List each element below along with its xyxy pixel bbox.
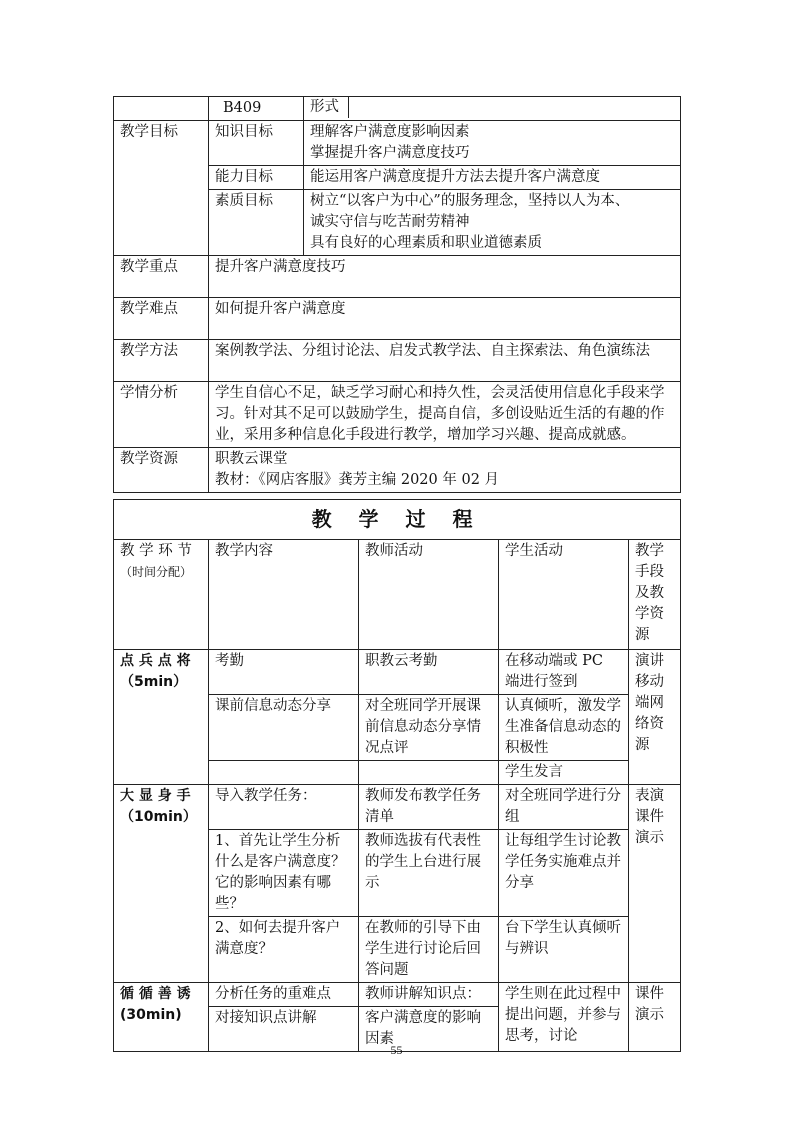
stage3-teacher: 教师讲解知识点：	[359, 983, 499, 1007]
ability-goal-value: 能运用客户满意度提升方法去提升客户满意度	[304, 166, 681, 190]
stage3-cell	[114, 983, 209, 1052]
header-content: 教学内容	[209, 540, 359, 650]
quality-line: 树立“以客户为中心”的服务理念，坚持以人为本、	[310, 193, 630, 209]
process-title: 教 学 过 程	[114, 500, 681, 540]
room-value: B409	[223, 100, 262, 116]
stage2-name: 大 显 身 手	[120, 788, 191, 804]
form-value	[349, 97, 680, 118]
knowledge-line: 理解客户满意度影响因素	[310, 124, 470, 140]
analysis-label: 学情分析	[114, 382, 209, 448]
key-point-value: 提升客户满意度技巧	[209, 256, 681, 298]
difficulty-value: 如何提升客户满意度	[209, 298, 681, 340]
ability-goal-label: 能力目标	[209, 166, 304, 190]
empty-cell	[114, 97, 209, 121]
knowledge-goal-value	[304, 121, 681, 166]
quality-goal-value	[304, 190, 681, 256]
analysis-value: 学生自信心不足，缺乏学习耐心和持久性，会灵活使用信息化手段来学习。针对其不足可以鼓励学生，提高自信，多创设贴近生活的有趣的作业，采用多种信息化手段进行教学，增加学习兴趣、提高成就感。	[209, 382, 681, 448]
stage1-teacher: 对全班同学开展课前信息动态分享情况点评	[359, 695, 499, 761]
header-stage	[114, 540, 209, 650]
methods-value: 案例教学法、分组讨论法、启发式教学法、自主探索法、角色演练法	[209, 340, 681, 382]
stage1-means: 演讲移动端网络资源	[629, 650, 681, 785]
form-cell	[304, 97, 681, 121]
stage2-student: 台下学生认真倾听与辨识	[499, 917, 629, 983]
stage2-student: 对全班同学进行分组	[499, 785, 629, 830]
stage2-time: （10min）	[120, 809, 197, 825]
stage1-time: （5min）	[120, 674, 188, 690]
resource-line: 职教云课堂	[215, 451, 288, 467]
stage1-content: 课前信息动态分享	[209, 695, 359, 761]
key-point-label: 教学重点	[114, 256, 209, 298]
header-means: 教学手段及教学资源	[629, 540, 681, 650]
stage1-cell	[114, 650, 209, 785]
resource-line: 教材：《网店客服》龚芳主编 2020 年 02 月	[215, 472, 500, 488]
header-student: 学生活动	[499, 540, 629, 650]
room-cell	[209, 97, 304, 121]
knowledge-goal-label: 知识目标	[209, 121, 304, 166]
form-label: 形式	[304, 97, 349, 118]
knowledge-line: 掌握提升客户满意度技巧	[310, 145, 470, 161]
stage1-student: 认真倾听，激发学生准备信息动态的积极性	[499, 695, 629, 761]
course-info-table	[113, 96, 681, 493]
stage1-name: 点 兵 点 将	[120, 653, 191, 669]
resources-value	[209, 448, 681, 493]
stage1-student: 在移动端或 PC 端进行签到	[499, 650, 629, 695]
stage3-student: 学生则在此过程中提出问题，并参与思考，讨论	[499, 983, 629, 1052]
difficulty-label: 教学难点	[114, 298, 209, 340]
stage1-content: 考勤	[209, 650, 359, 695]
stage2-teacher: 在教师的引导下由学生进行讨论后回答问题	[359, 917, 499, 983]
stage3-teacher: 客户满意度的影响因素	[359, 1007, 499, 1052]
header-stage-sub: （时间分配）	[120, 565, 193, 579]
header-teacher: 教师活动	[359, 540, 499, 650]
goals-label: 教学目标	[114, 121, 209, 256]
page-number: 55	[390, 1043, 403, 1057]
stage3-content: 对接知识点讲解	[209, 1007, 359, 1052]
stage2-content: 2、如何去提升客户满意度？	[209, 917, 359, 983]
resources-label: 教学资源	[114, 448, 209, 493]
stage2-means: 表演课件演示	[629, 785, 681, 983]
quality-line: 诚实守信与吃苦耐劳精神	[310, 214, 470, 230]
stage1-teacher: 职教云考勤	[359, 650, 499, 695]
stage1-content	[209, 761, 359, 785]
stage2-content: 导入教学任务：	[209, 785, 359, 830]
header-stage-label: 教 学 环 节	[120, 543, 192, 559]
stage2-content: 1、首先让学生分析什么是客户满意度？它的影响因素有哪些？	[209, 830, 359, 917]
stage2-cell	[114, 785, 209, 983]
stage3-time: (30min)	[120, 1007, 182, 1023]
stage2-teacher: 教师选拔有代表性的学生上台进行展示	[359, 830, 499, 917]
teaching-process-table	[113, 499, 681, 1052]
stage1-student: 学生发言	[499, 761, 629, 785]
stage3-means: 课件演示	[629, 983, 681, 1052]
quality-goal-label: 素质目标	[209, 190, 304, 256]
stage3-name: 循 循 善 诱	[120, 986, 191, 1002]
quality-line: 具有良好的心理素质和职业道德素质	[310, 235, 542, 251]
methods-label: 教学方法	[114, 340, 209, 382]
stage2-teacher: 教师发布教学任务清单	[359, 785, 499, 830]
stage2-student: 让每组学生讨论教学任务实施难点并分享	[499, 830, 629, 917]
stage3-content: 分析任务的重难点	[209, 983, 359, 1007]
stage1-teacher	[359, 761, 499, 785]
